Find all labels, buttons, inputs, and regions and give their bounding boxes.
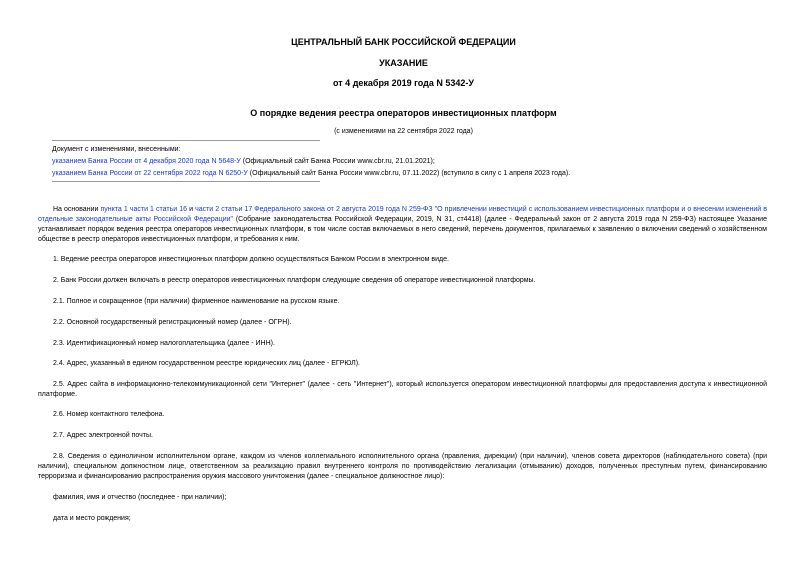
item-2: 2. Банк России должен включать в реестр операторов инвестиционных платформ следующие сведения об операторе инвестиционной платформы. — [53, 277, 536, 284]
item-2-5: 2.5. Адрес сайта в информационно-телекоммуникационной сети "Интернет" (далее - сеть "Интернет"), который используется оператором инвестиционной платформы для предоставления доступа к инвестиционной платформе. — [38, 381, 767, 398]
change-link-6250u[interactable]: указанием Банка России от 22 сентября 2022 года N 6250-У — [52, 170, 248, 177]
change-item — [52, 168, 772, 180]
item-2-6: 2.6. Номер контактного телефона. — [53, 411, 165, 418]
list-item-full-name: фамилия, имя и отчество (последнее - при наличии); — [53, 494, 227, 501]
law-link-article-16[interactable]: пункта 1 части 1 статьи 16 — [100, 206, 187, 213]
document-type-heading: УКАЗАНИЕ — [379, 58, 428, 68]
change-link-5648u[interactable]: указанием Банка России от 4 декабря 2020 года N 5648-У — [52, 158, 241, 165]
item-2-2: 2.2. Основной государственный регистрационный номер (далее - ОГРН). — [53, 319, 292, 326]
changes-bottom-divider — [52, 181, 320, 182]
change-item — [52, 156, 772, 168]
document-date-number: от 4 декабря 2019 года N 5342-У — [333, 78, 474, 88]
item-2-8: 2.8. Сведения о единоличном исполнительном органе, каждом из членов коллегиального исполнительного органа (правления, дирекции) (при наличии), членов совета директоров (наблюдательного совета) (при наличии), специальном должностном лице, ответственном за реализацию правил внутреннего контроля по противодействию легализации (отмыванию) доходов, полученных преступным путем, финансированию терроризма и финансированию распространения оружия массового уничтожения (далее - специальное должностное лицо): — [38, 453, 767, 480]
revision-note: (с изменениями на 22 сентября 2022 года) — [334, 128, 473, 135]
preamble-text: (Собрание законодательства Российской Федерации, 2019, N 31, ст4418) (далее - Федеральный закон от 2 августа 2019 года N 259-ФЗ) настоящее Указание устанавливает порядок ведения реестра операторов инвестиционных платформ, в том числе состав включаемых в него сведений, перечень документов, прилагаемых к заявлению о включении сведений о хозяйственном обществе в реестр операторов инвестиционных платформ, и требования к ним. — [38, 216, 767, 243]
item-2-1: 2.1. Полное и сокращенное (при наличии) фирменное наименование на русском языке. — [53, 298, 340, 305]
issuer-heading: ЦЕНТРАЛЬНЫЙ БАНК РОССИЙСКОЙ ФЕДЕРАЦИИ — [291, 37, 516, 47]
document-title: О порядке ведения реестра операторов инвестиционных платформ — [250, 108, 557, 118]
item-1: 1. Ведение реестра операторов инвестиционных платформ должно осуществляться Банком России в электронном виде. — [53, 256, 449, 263]
law-link-article-17[interactable]: части 2 статьи 17 Федерального закона от 2 августа 2019 года N 259-ФЗ "О привлечении инвестиций с использованием инвестиционных платформ и о внесении изменений в отдельные законодательные акты Российской Федерации" — [38, 206, 767, 223]
preamble-paragraph — [38, 205, 767, 245]
list-item-birth-date-place: дата и место рождения; — [53, 515, 131, 522]
change-item-details: (Официальный сайт Банка России www.cbr.ru, 21.01.2021); — [240, 158, 435, 165]
change-item-details: (Официальный сайт Банка России www.cbr.ru, 07.11.2022) (вступило в силу с 1 апреля 2023 года). — [247, 170, 571, 177]
changes-label: Документ с изменениями, внесенными: — [52, 146, 181, 153]
item-2-4: 2.4. Адрес, указанный в едином государственном реестре юридических лиц (далее - ЕГРЮЛ). — [53, 360, 360, 367]
changes-top-divider — [52, 140, 320, 141]
preamble-text: На основании — [53, 206, 101, 213]
item-2-3: 2.3. Идентификационный номер налогоплательщика (далее - ИНН). — [53, 340, 275, 347]
preamble-text: и — [187, 206, 196, 213]
item-2-7: 2.7. Адрес электронной почты. — [53, 432, 153, 439]
changes-block — [52, 144, 772, 180]
